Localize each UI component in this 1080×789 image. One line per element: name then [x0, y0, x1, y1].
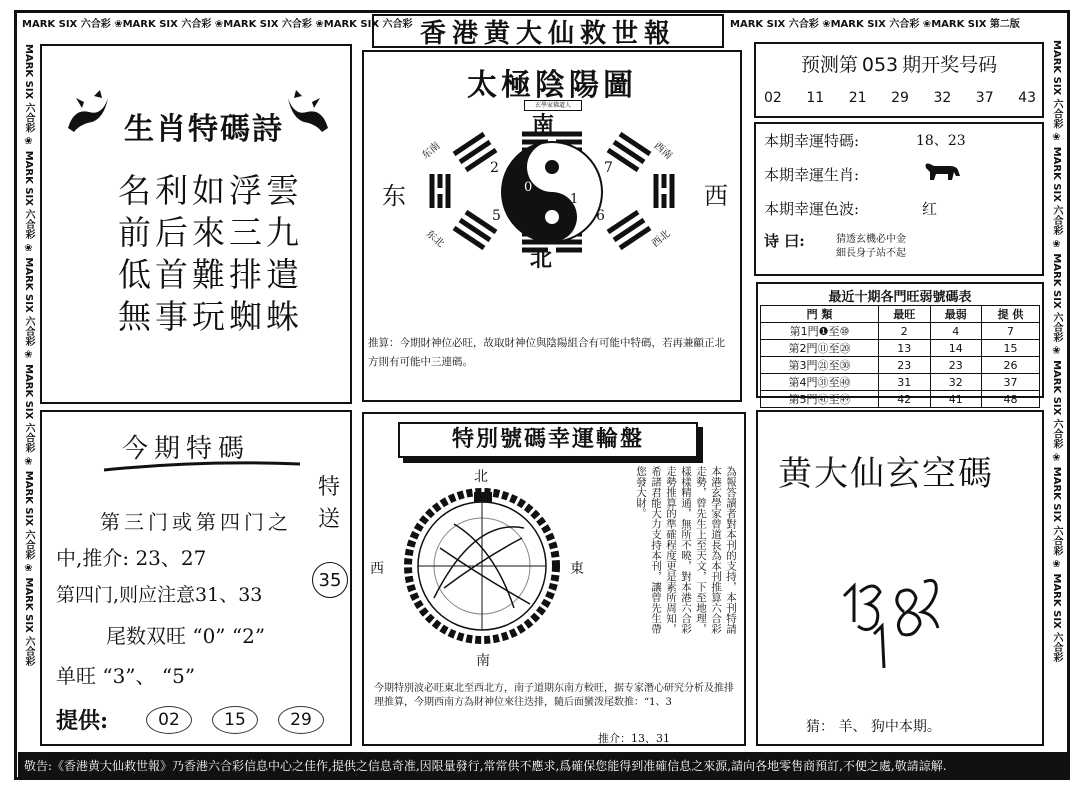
prediction-title-prefix: 预测第 [800, 54, 858, 76]
special-code-line-3: 第四门,则应注意31、33 [56, 584, 263, 606]
lucky-panel [754, 122, 1044, 276]
dragon-right-icon [282, 88, 332, 136]
prediction-number: 11 [806, 90, 825, 106]
prediction-title-suffix: 期开奖号码 [902, 54, 998, 76]
wheel-note: 今期特別波必旺東北至西北方，南子道期东南方較旺，据专家潛心研究分析及推排理推算，今期西南方為財神位來往迭排，隨后面蠻泼尾数推：“1、3 [374, 683, 734, 708]
lucky-poem-line-2: 細長身子站不起 [836, 248, 906, 259]
brand-strip-left: MARK SIX 六合彩 ❀ MARK SIX 六合彩 ❀ MARK SIX 六合彩 ❀ MARK SIX 六合彩 ❀ MARK SIX 六合彩 ❀ MARK SIX 六合彩 [23, 44, 34, 667]
title-underline [102, 460, 302, 474]
taiji-number-1: 1 [570, 192, 579, 207]
newspaper-title: 香港黄大仙救世報 [372, 14, 724, 48]
taiji-seal: 玄學家佛道人 [524, 100, 582, 111]
special-side-label: 特送 [318, 475, 341, 532]
special-code-line-4: 尾数双旺 “0” “2” [106, 624, 266, 648]
taiji-number-2: 2 [490, 160, 499, 176]
special-side-number [312, 562, 348, 598]
prediction-number: 21 [848, 90, 867, 106]
hot-cell: 13 [879, 340, 931, 357]
bagua-diagram [424, 126, 680, 256]
lucky-special-value: 18、23 [916, 133, 966, 149]
lucky-zodiac-label: 本期幸運生肖: [764, 166, 860, 184]
hot-cell: 2 [879, 323, 931, 340]
door-cell: 第4門㉛至㊵ [761, 374, 879, 391]
table-row [761, 323, 1040, 340]
taiji-west-label: 西 [704, 182, 728, 210]
hot-cold-title: 最近十期各門旺弱號碼表 [828, 290, 972, 305]
special-code-line-5: 单旺 “3”、 “5” [56, 664, 196, 688]
taiji-number-7: 7 [604, 160, 613, 176]
provide-cell: 48 [982, 391, 1040, 408]
zodiac-poem-panel [40, 44, 352, 404]
taiji-southwest-label: 西南 [651, 140, 674, 162]
wheel-title: 特別號碼幸運輪盤 [398, 422, 698, 458]
col-hot: 最旺 [879, 306, 931, 323]
table-row [761, 340, 1040, 357]
col-cold: 最弱 [930, 306, 982, 323]
cold-cell: 14 [930, 340, 982, 357]
hot-cold-table [760, 286, 1040, 408]
special-code-panel [40, 410, 352, 746]
provide-number: 15 [212, 706, 258, 734]
handwritten-numbers [834, 572, 954, 672]
col-provide: 提 供 [982, 306, 1040, 323]
dragon-left-icon [64, 88, 114, 136]
wheel-east-label: 東 [570, 561, 584, 577]
provide-cell: 26 [982, 357, 1040, 374]
brand-strip-top-right: MARK SIX 六合彩 ❀MARK SIX 六合彩 ❀MARK SIX 第二版 [730, 19, 1020, 30]
taiji-northeast-label: 东北 [423, 228, 446, 250]
cold-cell: 23 [930, 357, 982, 374]
table-row [761, 374, 1040, 391]
lucky-wheel [404, 488, 560, 644]
wheel-west-label: 西 [370, 561, 384, 577]
taiji-number-6: 6 [596, 208, 605, 224]
lucky-color-label: 本期幸運色波: [764, 200, 860, 218]
zodiac-poem-lines [118, 170, 303, 338]
cold-cell: 41 [930, 391, 982, 408]
lucky-special-label: 本期幸運特碼: [764, 132, 860, 150]
provide-cell: 15 [982, 340, 1040, 357]
special-code-line-2: 中,推介: 23、27 [56, 546, 207, 570]
wheel-intro: 為報答讀者對本刊的支持，本刊特請本港玄學家曾道長為本刊推算六合彩走勢，曾先生上至天文，下至地理，樣樣精通，無所不曉，對本港六合彩走勢推算的準確程度更是素所周知，希諸君能大力支持本刊，讓曾先生帶您發大財。 [635, 466, 737, 634]
cold-cell: 32 [930, 374, 982, 391]
huang-title: 黄大仙玄空碼 [778, 454, 994, 494]
prediction-number: 32 [933, 90, 952, 106]
door-cell: 第1門❶至⑩ [761, 323, 879, 340]
prediction-number: 02 [764, 90, 782, 106]
prediction-title [756, 50, 1042, 77]
prediction-panel [754, 42, 1044, 118]
huang-panel [756, 410, 1044, 746]
door-cell: 第2門⑪至⑳ [761, 340, 879, 357]
taiji-number-0: 0 [524, 180, 533, 195]
col-door: 門 類 [761, 306, 879, 323]
special-code-title: 今期特碼 [122, 434, 251, 464]
provide-label: 提供: [56, 708, 109, 734]
wheel-tail: 推介：13、31 [598, 732, 670, 745]
poem-line-3: 低首難排遣 [118, 255, 303, 294]
provide-number: 29 [278, 706, 324, 734]
brand-strip-right: MARK SIX 六合彩 ❀ MARK SIX 六合彩 ❀ MARK SIX 六合彩 ❀ MARK SIX 六合彩 ❀ MARK SIX 六合彩 ❀ MARK SIX 六合彩 [1051, 40, 1062, 663]
cold-cell: 4 [930, 323, 982, 340]
poem-line-1: 名利如浮雲 [118, 171, 303, 210]
provide-cell: 37 [982, 374, 1040, 391]
footer-notice: 敬告:《香港黄大仙救世報》乃香港六合彩信息中心之佳作,提供之信息奇准,因限量發行,常常供不應求,爲確保您能得到准確信息之來源,請向各地零售商預訂,不便之處,敬請諒解. [18, 752, 1068, 778]
ox-icon [922, 160, 962, 184]
taiji-northwest-label: 西北 [650, 228, 673, 250]
hot-cell: 23 [879, 357, 931, 374]
door-cell: 第3門㉑至㉚ [761, 357, 879, 374]
door-cell: 第5門㊶至㊾ [761, 391, 879, 408]
zodiac-poem-title: 生肖特碼詩 [124, 112, 284, 147]
wheel-north-label: 北 [474, 469, 488, 485]
provide-cell: 7 [982, 323, 1040, 340]
prediction-numbers [764, 90, 1036, 106]
poem-line-4: 無事玩蜘蛛 [118, 297, 303, 336]
hot-cell: 42 [879, 391, 931, 408]
wheel-panel [362, 412, 746, 746]
huang-guess: 猜： 羊、 狗中本期。 [806, 719, 941, 735]
taiji-southeast-label: 东南 [420, 140, 443, 162]
taiji-south-label: 南 [532, 112, 555, 138]
lucky-color-value: 红 [922, 200, 938, 218]
prediction-number: 37 [975, 90, 994, 106]
prediction-number: 43 [1018, 90, 1036, 106]
brand-strip-top-left: MARK SIX 六合彩 ❀MARK SIX 六合彩 ❀MARK SIX 六合彩 ❀MARK SIX 六合彩 [22, 19, 413, 30]
taiji-north-label: 北 [530, 246, 553, 272]
table-row [761, 391, 1040, 408]
special-side-number-text: 35 [318, 569, 342, 591]
provide-number: 02 [146, 706, 192, 734]
poem-line-2: 前后來三九 [118, 213, 303, 252]
taiji-note: 推算：今期財神位必旺，故取財神位與陰陽組合有可能中特碼，若再兼顧正北方則有可能中三連碼。 [368, 337, 725, 368]
prediction-period: 053 [861, 54, 899, 76]
lucky-poem-line-1: 猜透玄機必中金 [836, 234, 906, 245]
lucky-poem-label: 诗 曰: [764, 232, 805, 250]
wheel-south-label: 南 [476, 653, 490, 669]
table-row [761, 357, 1040, 374]
taiji-title: 太極陰陽圖 [467, 68, 637, 103]
hot-cold-panel [756, 282, 1044, 406]
taiji-panel [362, 50, 742, 402]
taiji-number-5: 5 [492, 208, 501, 224]
special-code-line-1: 第三门或第四门之 [100, 510, 292, 534]
prediction-number: 29 [891, 90, 909, 106]
hot-cell: 31 [879, 374, 931, 391]
taiji-east-label: 东 [382, 182, 406, 210]
